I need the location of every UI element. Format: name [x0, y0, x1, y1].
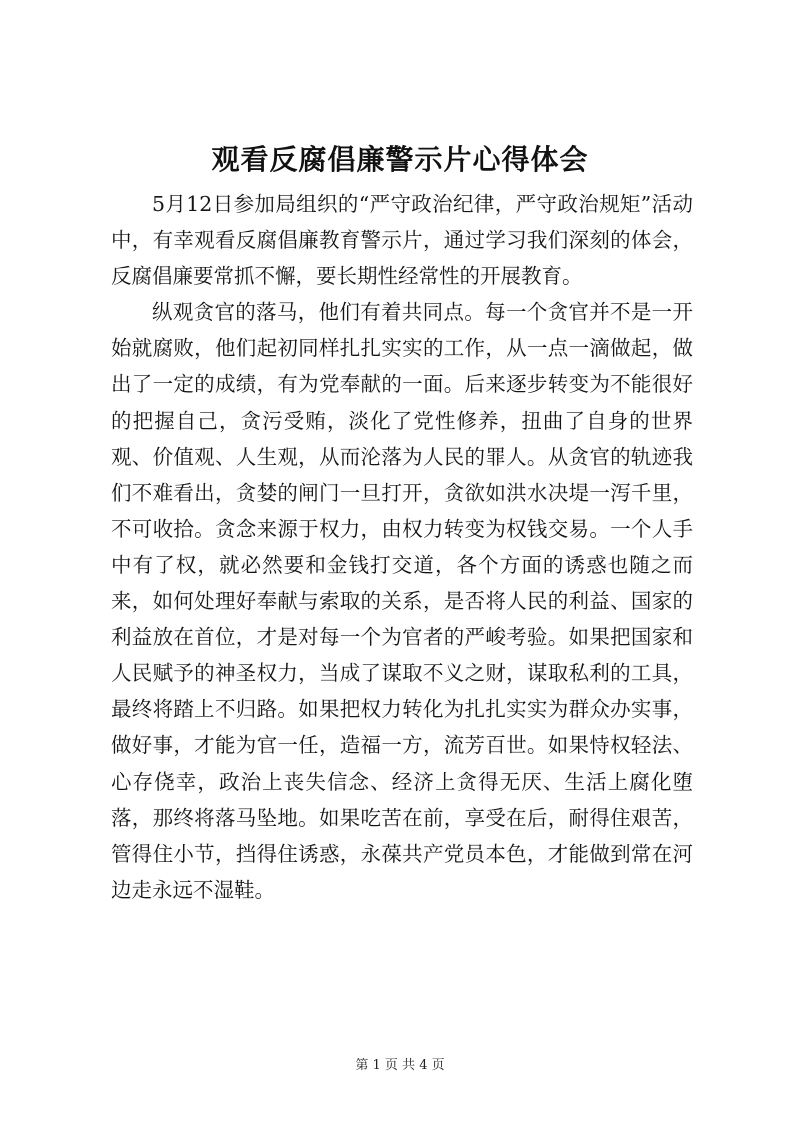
page-number-footer: 第 1 页 共 4 页: [355, 1058, 445, 1073]
paragraph-1: 5月12日参加局组织的“严守政治纪律，严守政治规矩”活动中，有幸观看反腐倡廉教育警示片，通过学习我们深刻的体会，反腐倡廉要常抓不懈，要长期性经常性的开展教育。: [111, 192, 693, 289]
document-body: [111, 186, 693, 908]
document-title: 观看反腐倡廉警示片心得体会: [211, 143, 589, 176]
paragraph-2: 纵观贪官的落马，他们有着共同点。每一个贪官并不是一开始就腐败，他们起初同样扎扎实实的工作，从一点一滴做起，做出了一定的成绩，有为党奉献的一面。后来逐步转变为不能很好的把握自己，贪污受贿，淡化了党性修养，扭曲了自身的世界观、价值观、人生观，从而沦落为人民的罪人。从贪官的轨迹我们不难看出，贪婪的闸门一旦打开，贪欲如洪水决堤一泻千里，不可收拾。贪念来源于权力，由权力转变为权钱交易。一个人手中有了权，就必然要和金钱打交道，各个方面的诱惑也随之而来，如何处理好奉献与索取的关系，是否将人民的利益、国家的利益放在首位，才是对每一个为官者的严峻考验。如果把国家和人民赋予的神圣权力，当成了谋取不义之财，谋取私利的工具，最终将踏上不归路。如果把权力转化为扎扎实实为群众办实事，做好事，才能为官一任，造福一方，流芳百世。如果恃权轻法、心存侥幸，政治上丧失信念、经济上贪得无厌、生活上腐化堕落，那终将落马坠地。如果吃苦在前，享受在后，耐得住艰苦，管得住小节，挡得住诱惑，永葆共产党员本色，才能做到常在河边走永远不湿鞋。: [111, 300, 693, 902]
